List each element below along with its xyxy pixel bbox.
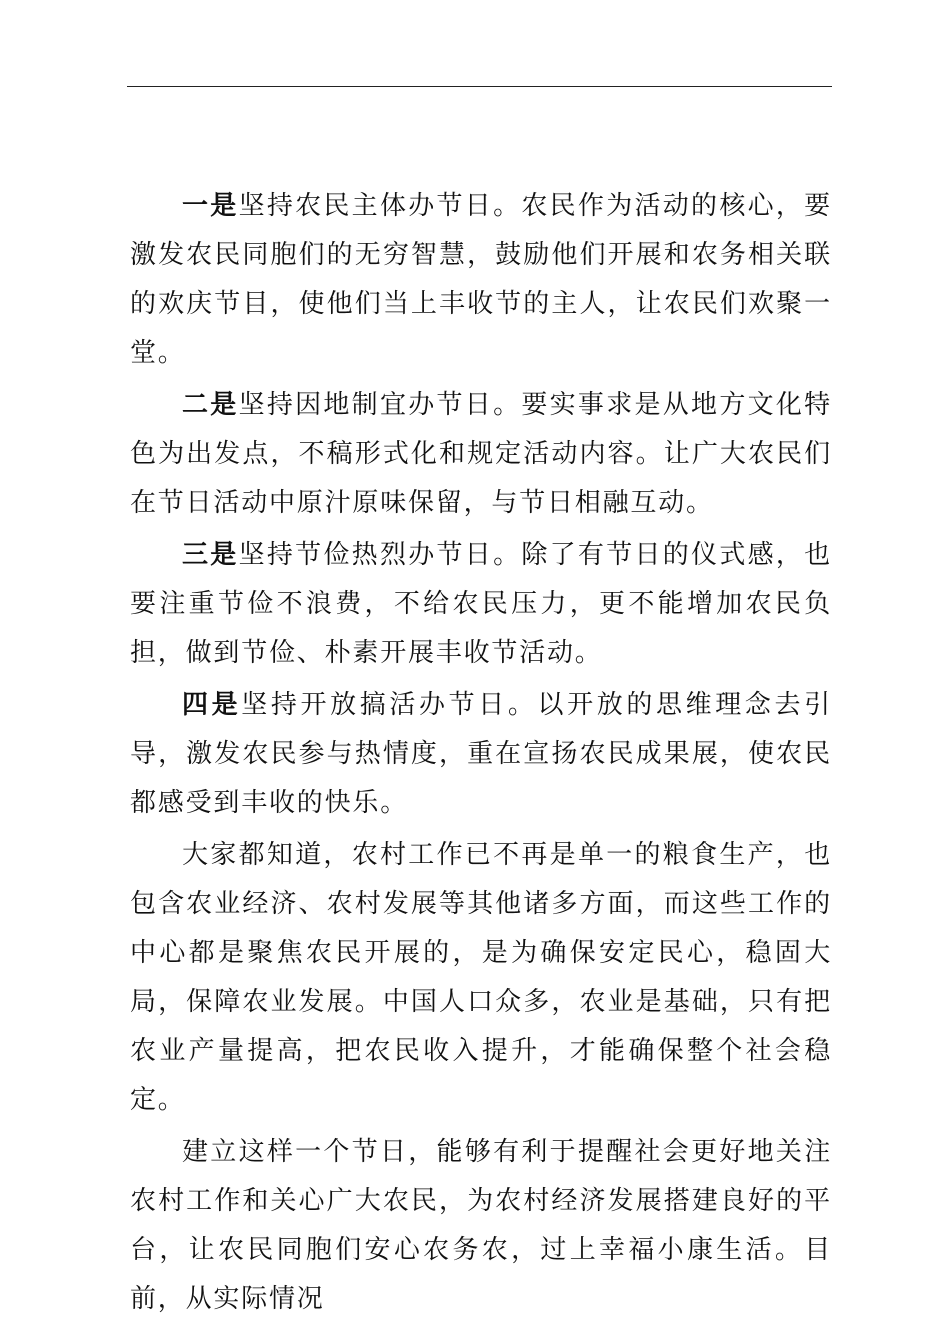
paragraph-lead: 二是 bbox=[182, 390, 239, 420]
paragraph-2 bbox=[130, 381, 832, 528]
paragraph-text: 坚持开放搞活办节日。以开放的思维理念去引导，激发农民参与热情度，重在宣扬农民成果展，使农民都感受到丰收的快乐。 bbox=[130, 690, 832, 818]
paragraph-5 bbox=[130, 831, 832, 1125]
paragraph-3 bbox=[130, 531, 832, 678]
paragraph-text: 坚持因地制宜办节日。要实事求是从地方文化特色为出发点，不稿形式化和规定活动内容。让广大农民们在节日活动中原汁原味保留，与节日相融互动。 bbox=[130, 390, 832, 518]
paragraph-lead: 四是 bbox=[182, 690, 242, 720]
paragraph-text: 大家都知道，农村工作已不再是单一的粮食生产，也包含农业经济、农村发展等其他诸多方面，而这些工作的中心都是聚焦农民开展的，是为确保安定民心，稳固大局，保障农业发展。中国人口众多，农业是基础，只有把农业产量提高，把农民收入提升，才能确保整个社会稳定。 bbox=[130, 840, 832, 1115]
paragraph-text: 建立这样一个节日，能够有利于提醒社会更好地关注农村工作和关心广大农民，为农村经济发展搭建良好的平台，让农民同胞们安心农务农，过上幸福小康生活。目前，从实际情况 bbox=[130, 1137, 832, 1314]
paragraph-6 bbox=[130, 1128, 832, 1324]
paragraph-lead: 三是 bbox=[182, 540, 239, 570]
document-body bbox=[130, 182, 832, 1327]
paragraph-4 bbox=[130, 681, 832, 828]
header-rule bbox=[127, 86, 832, 87]
paragraph-text: 坚持农民主体办节日。农民作为活动的核心，要激发农民同胞们的无穷智慧，鼓励他们开展和农务相关联的欢庆节目，使他们当上丰收节的主人，让农民们欢聚一堂。 bbox=[130, 191, 832, 368]
paragraph-lead: 一是 bbox=[182, 191, 239, 221]
paragraph-text: 坚持节俭热烈办节日。除了有节日的仪式感，也要注重节俭不浪费，不给农民压力，更不能增加农民负担，做到节俭、朴素开展丰收节活动。 bbox=[130, 540, 832, 668]
paragraph-1 bbox=[130, 182, 832, 378]
